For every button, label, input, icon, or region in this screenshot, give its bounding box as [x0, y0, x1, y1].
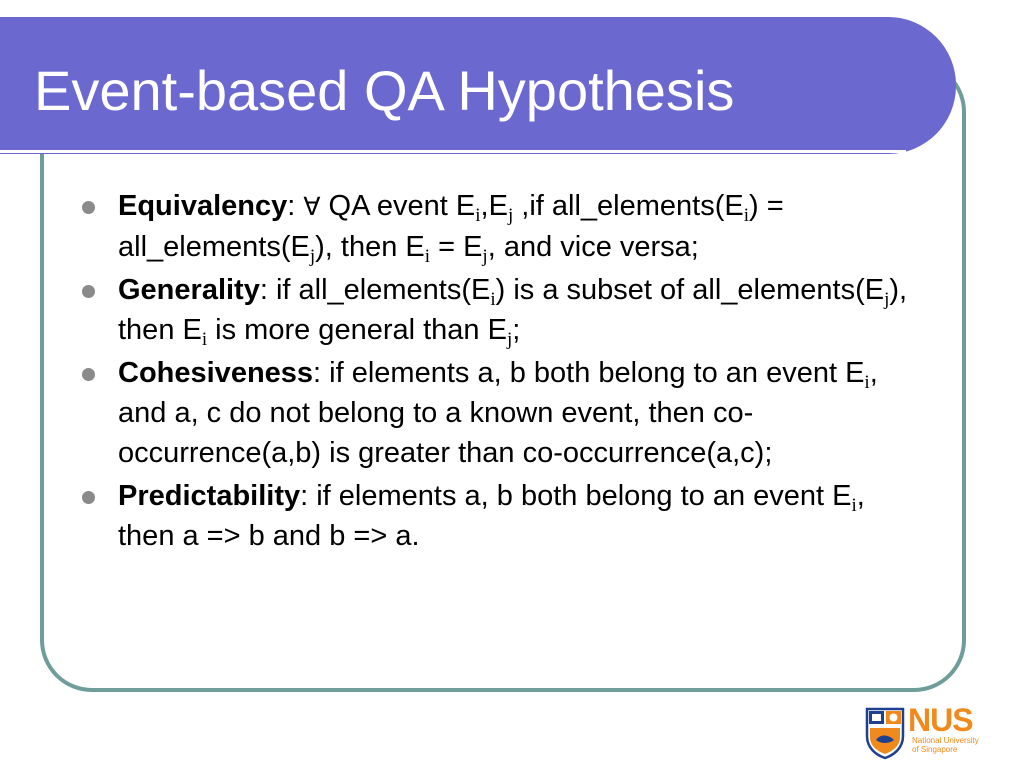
bullet-dot-icon: [82, 491, 95, 504]
bullet-text: : ∀ QA event $E_i,E_j$ ,if $all\_elements(E_i)$ = $all\_elements(E_j)$, then $E_i = E_j$, and vice versa;: [118, 190, 784, 267]
logo-wordmark: NUS: [908, 702, 973, 738]
bullet-dot-icon: [82, 285, 95, 298]
logo-subtitle-line1: National University: [912, 736, 979, 745]
bullet-item-predictability: [82, 476, 912, 556]
logo-subtitle: [912, 736, 982, 754]
title-underline: [0, 150, 906, 153]
title-bar: [0, 17, 956, 154]
slide-title: Event-based QA Hypothesis: [34, 59, 735, 122]
bullet-term: Equivalency: [118, 190, 288, 222]
bullet-term: Cohesiveness: [118, 357, 314, 389]
bullet-dot-icon: [82, 201, 95, 214]
bullet-text: : if $all\_elements(E_i)$ is a subset of $all\_elements(E_j)$, then $E_i$ is more general than $E_j$;: [118, 274, 908, 350]
bullet-list: [82, 186, 912, 559]
bullet-dot-icon: [82, 368, 95, 381]
bullet-term: Predictability: [118, 480, 301, 512]
logo-subtitle-line2: of Singapore: [912, 745, 958, 754]
bullet-item-generality: [82, 270, 912, 350]
nus-logo: [864, 702, 984, 762]
bullet-item-cohesiveness: [82, 353, 912, 473]
bullet-text: : if elements a, b both belong to an event $E_i$, and a, c do not belong to a known event, then co-occurrence(a,b) is greater than co-occurrence(a,c);: [118, 357, 878, 469]
bullet-item-equivalency: [82, 186, 912, 267]
bullet-text: : if elements a, b both belong to an event $E_i$, then a => b and b => a.: [118, 480, 865, 552]
bullet-term: Generality: [118, 274, 260, 306]
nus-crest-icon: [864, 706, 906, 760]
